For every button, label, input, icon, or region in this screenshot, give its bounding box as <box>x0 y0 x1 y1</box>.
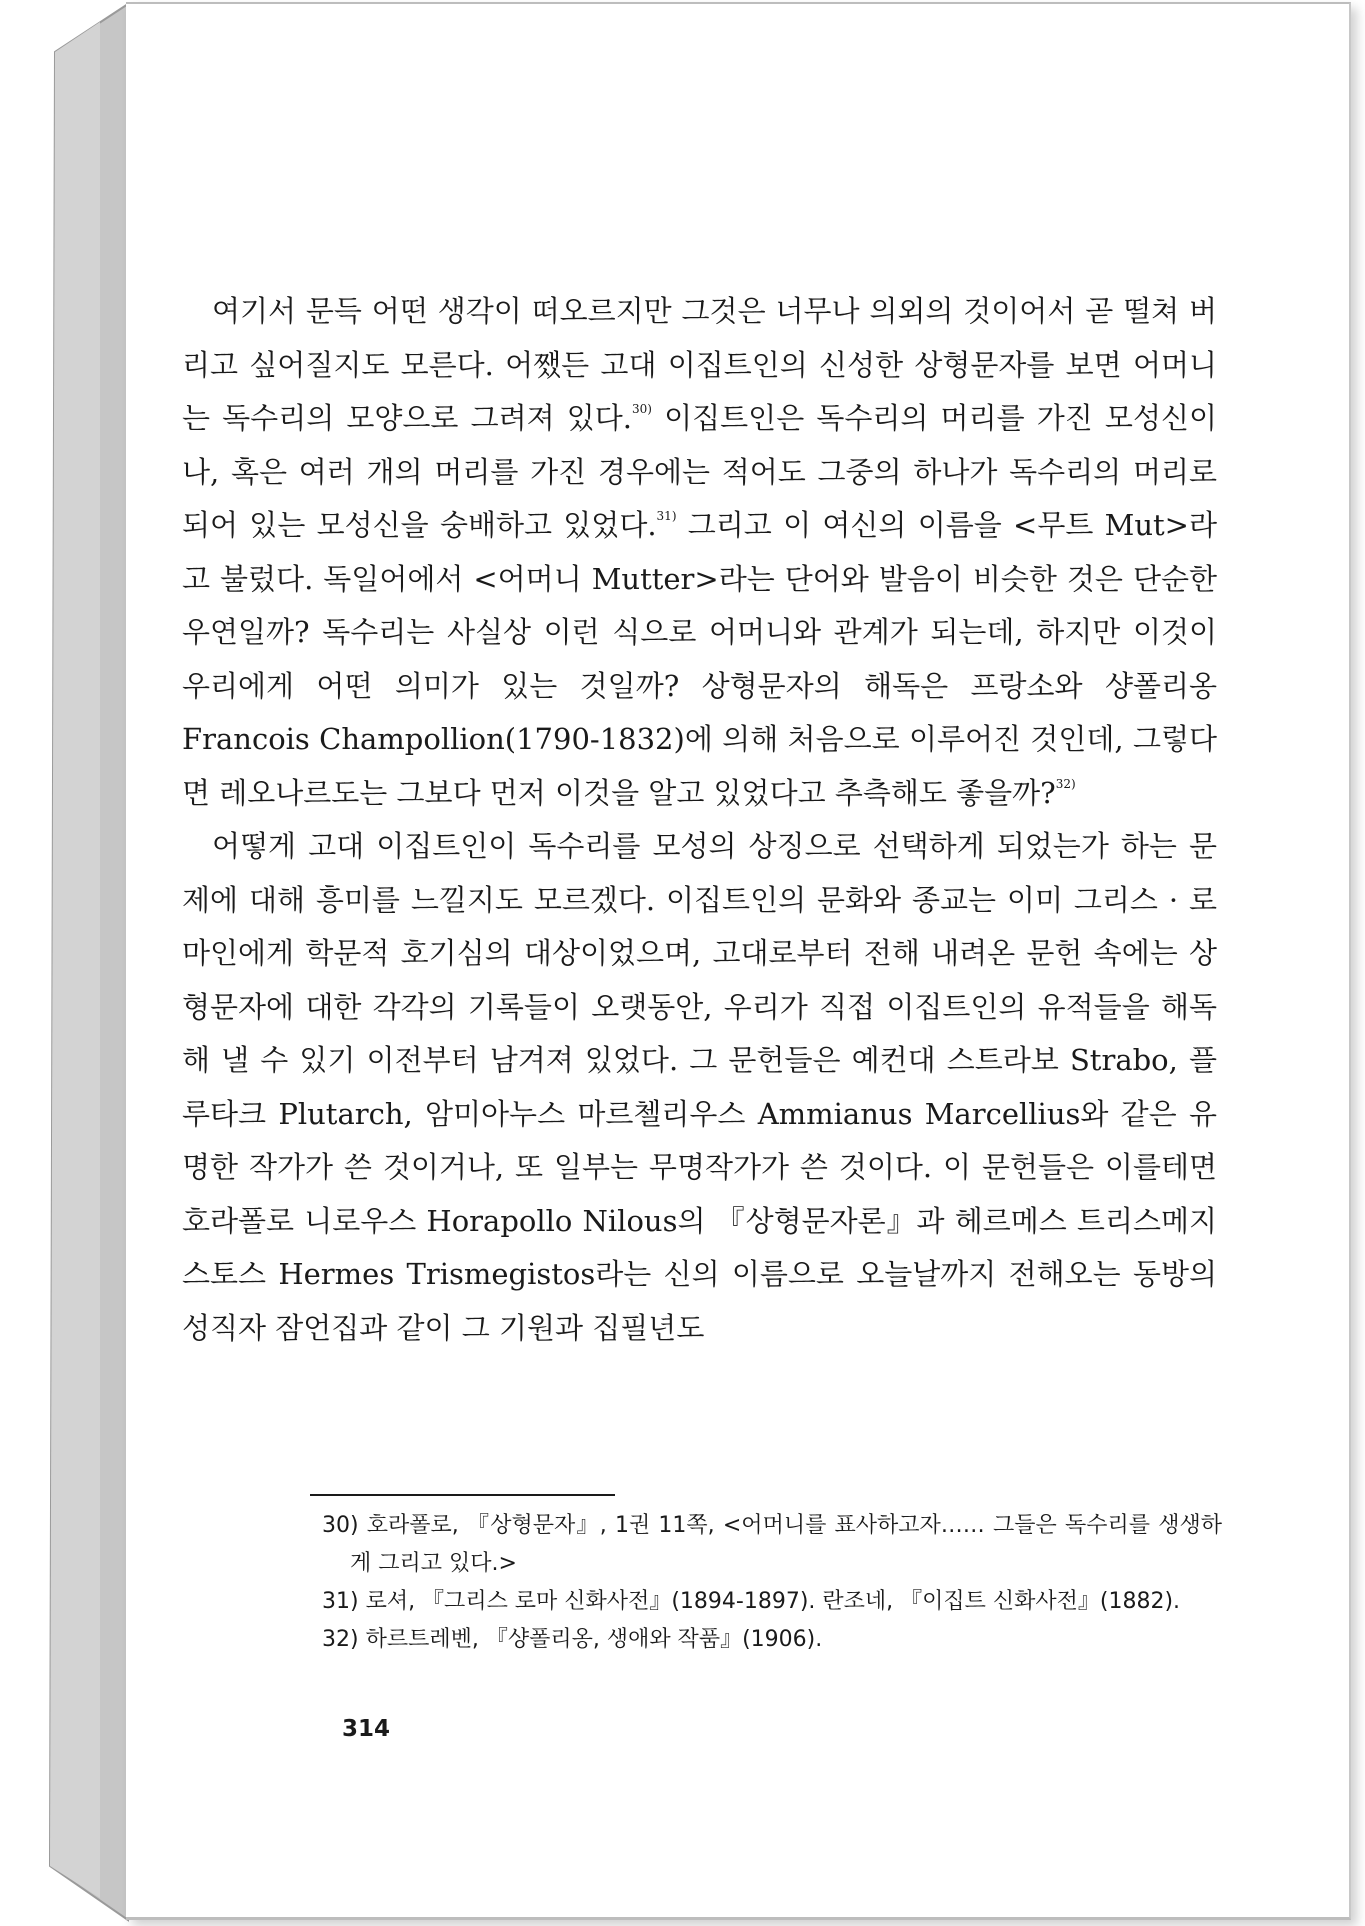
footnote: 30) 호라폴로, 『상형문자』, 1권 11쪽, <어머니를 표사하고자…… 그들은 독수리를 생생하게 그리고 있다.> <box>322 1513 1222 1576</box>
body-paragraph <box>182 820 1217 1355</box>
body-text <box>182 285 1217 1355</box>
footnotes <box>322 1507 1222 1659</box>
paragraph-text: 여기서 문득 어떤 생각이 떠오르지만 그것은 너무나 의외의 것이어서 곧 떨쳐 버리고 싶어질지도 모른다. 어쨌든 고대 이집트인의 신성한 상형문자를 보면 어머니는 독수리의 모양으로 그려져 있다. <box>182 294 1217 435</box>
footnote-marker: 31) <box>656 509 677 524</box>
footnote-rule <box>310 1494 615 1496</box>
footnote-marker: 30) <box>632 402 652 417</box>
footnote: 32) 하르트레벤, 『샹폴리옹, 생애와 작품』(1906). <box>322 1627 823 1652</box>
body-paragraph <box>182 285 1217 820</box>
paragraph-text: 어떻게 고대 이집트인이 독수리를 모성의 상징으로 선택하게 되었는가 하는 문제에 대해 흥미를 느낄지도 모르겠다. 이집트인의 문화와 종교는 이미 그리스 · 로마인에게 학문적 호기심의 대상이었으며, 고대로부터 전해 내려온 문헌 속에는 상형문자에 대한 각각의 기록들이 오랫동안, 우리가 직접 이집트인의 유적들을 해독해 낼 수 있기 이전부터 남겨져 있었다. 그 문헌들은 예컨대 스트라보 Strabo, 플루타크 Plutarch, 암미아누스 마르첼리우스 Ammianus Marcellius와 같은 유명한 작가가 쓴 것이거나, 또 일부는 무명작가가 쓴 것이다. 이 문헌들은 이를테면 호라폴로 니로우스 Horapollo Nilous의 『상형문자론』과 헤르메스 트리스메지스토스 Hermes Trismegistos라는 신의 이름으로 오늘날까지 전해오는 동방의 성직자 잠언집과 같이 그 기원과 집필년도 <box>182 829 1217 1345</box>
page-number: 314 <box>342 1716 391 1742</box>
footnote-marker: 32) <box>1055 776 1076 791</box>
paragraph-text: 이집트인은 독수리의 머리를 가진 모성신이나, 혹은 여러 개의 머리를 가진 경우에는 적어도 그중의 하나가 독수리의 머리로 되어 있는 모성신을 숭배하고 있었다. <box>182 401 1217 542</box>
book-page-edge <box>0 0 130 1926</box>
footnote: 31) 로셔, 『그리스 로마 신화사전』(1894-1897). 란조네, 『이집트 신화사전』(1882). <box>322 1589 1181 1614</box>
paragraph-text: 그리고 이 여신의 이름을 <무트 Mut>라고 불렀다. 독일어에서 <어머니 Mutter>라는 단어와 발음이 비슷한 것은 단순한 우연일까? 독수리는 사실상 이런 식으로 어머니와 관계가 되는데, 하지만 이것이 우리에게 어떤 의미가 있는 것일까? 상형문자의 해독은 프랑소와 샹폴리옹 Francois Champollion(1790-1832)에 의해 처음으로 이루어진 것인데, 그렇다면 레오나르도는 그보다 먼저 이것을 알고 있었다고 추측해도 좋을까? <box>182 508 1217 810</box>
